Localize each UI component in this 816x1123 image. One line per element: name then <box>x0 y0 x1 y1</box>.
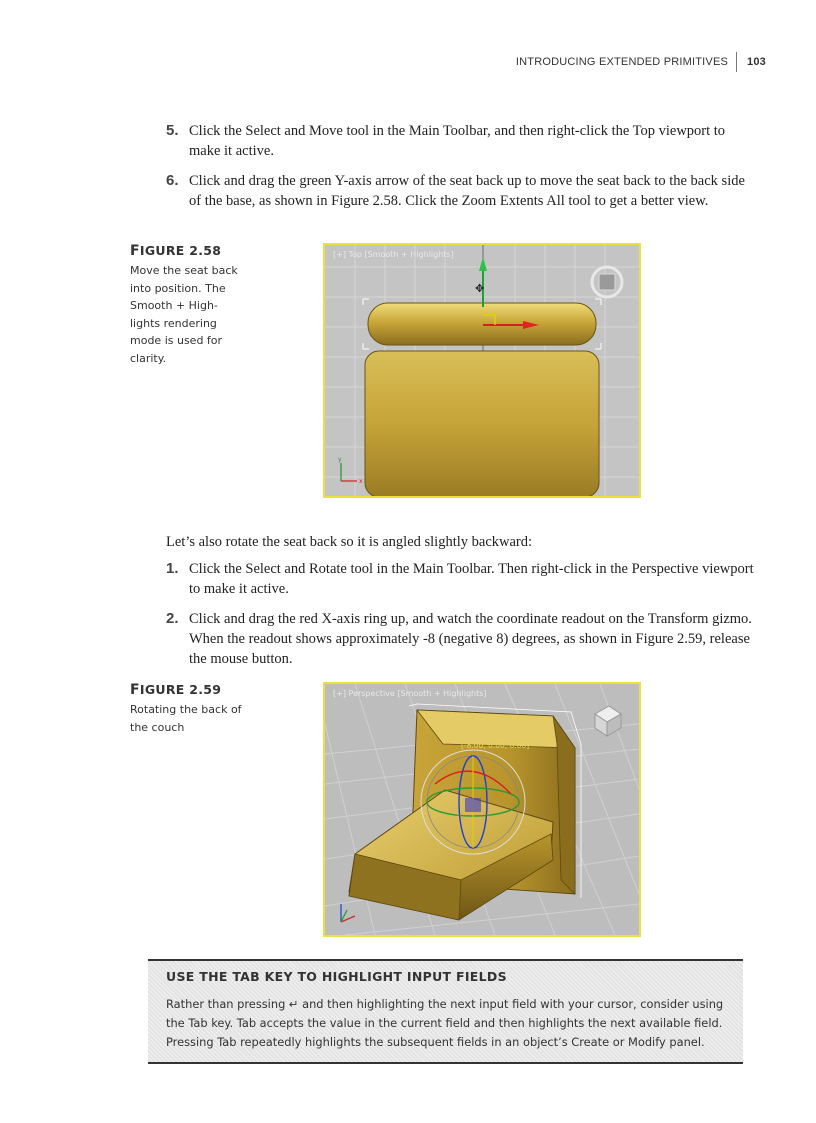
tip-title: USE THE TAB KEY TO HIGHLIGHT INPUT FIELDS <box>166 969 507 984</box>
steps-list-b <box>166 559 756 679</box>
svg-text:✥: ✥ <box>475 282 485 295</box>
step-item <box>166 559 756 599</box>
step-number: 2. <box>166 610 179 627</box>
seat-base-object <box>365 351 599 496</box>
figure-caption-text: Move the seat back into position. The Smooth + High-lights rendering mode is used for clarity. <box>130 264 238 365</box>
figure-2-59-viewport <box>323 682 641 937</box>
tip-body: Rather than pressing ↵ and then highlighting the next input field with your cursor, consider using the Tab key. Tab accepts the value in the current field and then highlights the next available field. Pressing Tab repeatedly highlights the subsequent fields in an object’s Create or Modify panel. <box>166 997 724 1049</box>
rotation-readout: [-8.00, 0.00, 0.00] <box>461 741 530 750</box>
step-item <box>166 121 756 161</box>
viewport-label: [+] Perspective [Smooth + Highlights] <box>333 689 487 698</box>
perspective-viewport-render <box>325 684 639 935</box>
step-text: Click the Select and Rotate tool in the Main Toolbar. Then right-click in the Perspective viewport to make it active. <box>189 561 754 597</box>
figure-2-58-viewport <box>323 243 641 498</box>
figure-caption <box>130 682 245 736</box>
step-item <box>166 171 756 211</box>
step-text: Click the Select and Move tool in the Main Toolbar, and then right-click the Top viewport to make it active. <box>189 123 726 159</box>
viewport-label: [+] Top [Smooth + Highlights] <box>333 250 454 259</box>
page-number: 103 <box>747 56 766 68</box>
svg-text:y: y <box>338 456 342 463</box>
steps-list-a <box>166 121 756 221</box>
top-viewport-render <box>325 245 639 496</box>
intro-paragraph: Let’s also rotate the seat back so it is angled slightly backward: <box>166 534 533 550</box>
running-header <box>516 52 766 72</box>
step-text: Click and drag the red X-axis ring up, and watch the coordinate readout on the Transform gizmo. When the readout shows approximately -8 (negative 8) degrees, as shown in Figure 2.59, release the mouse button. <box>189 611 752 667</box>
figure-caption <box>130 243 245 367</box>
svg-text:x: x <box>359 478 363 485</box>
seat-back-object <box>368 303 596 345</box>
step-number: 5. <box>166 122 179 139</box>
tip-sidebar <box>148 959 743 1064</box>
figure-label: FIGURE 2.59 <box>130 682 222 698</box>
step-text: Click and drag the green Y-axis arrow of the seat back up to move the seat back to the back side of the base, as shown in Figure 2.58. Click the Zoom Extents All tool to get a better view. <box>189 173 745 209</box>
header-title: INTRODUCING EXTENDED PRIMITIVES <box>516 52 737 72</box>
step-number: 6. <box>166 172 179 189</box>
step-item <box>166 609 756 669</box>
figure-caption-text: Rotating the back of the couch <box>130 703 242 734</box>
step-number: 1. <box>166 560 179 577</box>
figure-label: FIGURE 2.58 <box>130 243 222 259</box>
